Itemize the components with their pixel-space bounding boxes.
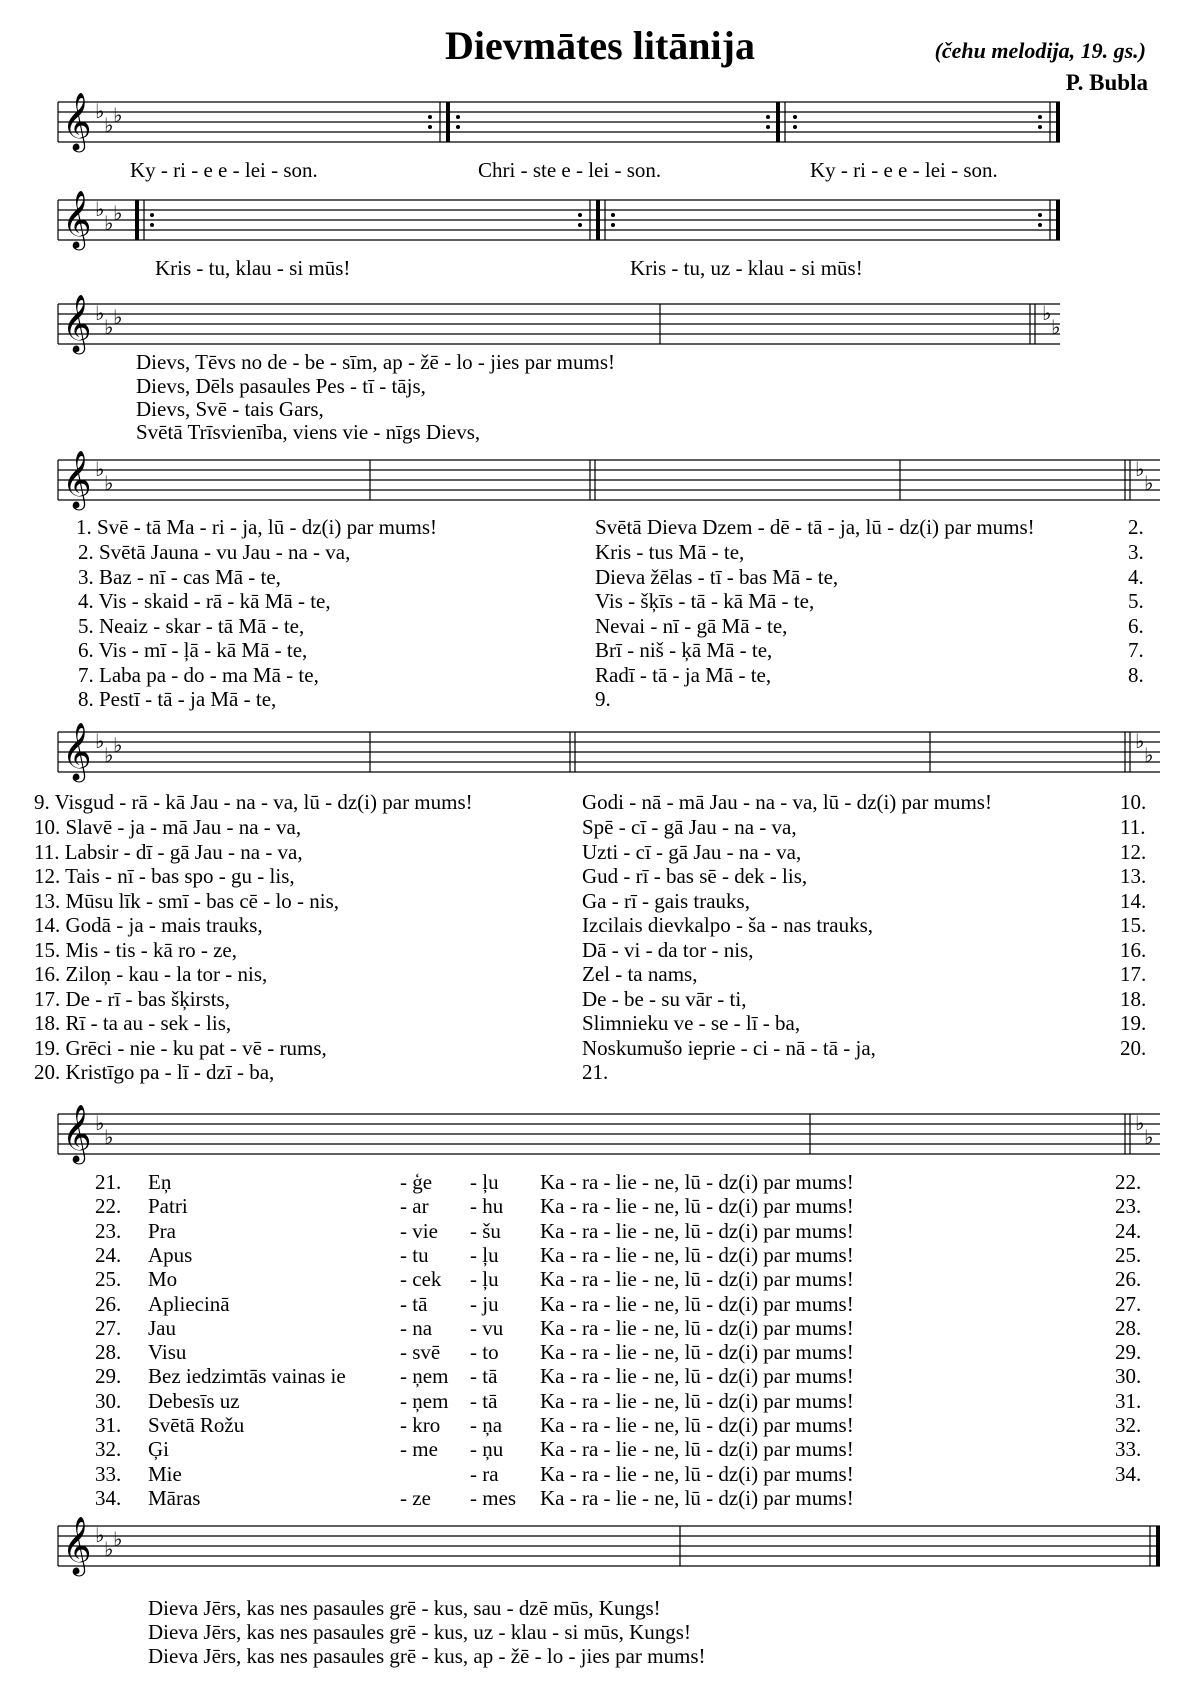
verse-refrain: Ka - ra - lie - ne, lū - dz(i) par mums!: [540, 1461, 854, 1486]
verse-syllable: - na: [400, 1315, 433, 1340]
verse-number: 17.: [1120, 962, 1147, 986]
verse-number: 13.: [1120, 864, 1147, 888]
verse-left: 14. Godā - ja - mais trauks,: [34, 913, 263, 937]
verse-word: Bez iedzimtās vainas ie: [148, 1364, 346, 1389]
lyric-s2-header-left: 9. Visgud - rā - kā Jau - na - va, lū - dz(i) par mums!: [34, 790, 473, 814]
verse-left: 11. Labsir - dī - gā Jau - na - va,: [34, 839, 303, 864]
verse-syllable: - vie: [400, 1218, 438, 1243]
verse-refrain: Ka - ra - lie - ne, lū - dz(i) par mums!: [540, 1218, 854, 1243]
verse-number: 7.: [1128, 638, 1144, 662]
verse-syllable: - ļu: [470, 1170, 499, 1194]
verse-syllable: - ņem: [400, 1388, 449, 1413]
verse-refrain: Ka - ra - lie - ne, lū - dz(i) par mums!: [540, 1315, 854, 1340]
svg-text:♭: ♭: [95, 1523, 105, 1547]
verse-number: 29.: [95, 1364, 122, 1389]
verse-number: 34.: [1115, 1461, 1142, 1486]
verse-left: 19. Grēci - nie - ku pat - vē - rums,: [34, 1035, 327, 1060]
verse-syllable: - tu: [400, 1242, 429, 1267]
verse-number: 28.: [1115, 1315, 1142, 1340]
svg-text:♭: ♭: [104, 471, 114, 495]
staff-kristu: [0, 186, 1200, 256]
svg-text:𝄞: 𝄞: [62, 722, 92, 780]
verse-left: 2. Svētā Jauna - vu Jau - na - va,: [78, 540, 351, 564]
lyric-christe: Chri - ste e - lei - son.: [478, 158, 662, 182]
verse-right: Zel - ta nams,: [582, 962, 698, 986]
verse-right: Brī - niš - ķā Mā - te,: [595, 638, 773, 662]
verse-syllable: - mes: [470, 1485, 517, 1510]
verse-left: 3. Baz - nī - cas Mā - te,: [78, 564, 281, 589]
verse-right: Noskumušo ieprie - ci - nā - tā - ja,: [582, 1035, 876, 1060]
verse-right: Radī - tā - ja Mā - te,: [595, 662, 772, 687]
verse-number: 19.: [1120, 1011, 1147, 1035]
verse-number: 21.: [95, 1170, 122, 1194]
svg-text:♭: ♭: [113, 201, 123, 225]
verse-number: 28.: [95, 1340, 122, 1365]
svg-text:𝄞: 𝄞: [62, 190, 92, 248]
svg-text:♭: ♭: [104, 743, 114, 767]
verse-number: 14.: [1120, 888, 1147, 913]
staff-section-3: [0, 1100, 1200, 1175]
verse-number: 29.: [1115, 1340, 1142, 1365]
verse-left: 7. Laba pa - do - ma Mā - te,: [78, 662, 319, 687]
verse-number: 11.: [1120, 815, 1146, 839]
verse-left: 5. Neaiz - skar - tā Mā - te,: [78, 613, 305, 638]
verse-number: 22.: [1115, 1170, 1142, 1194]
verse-left: 6. Vis - mī - ļā - kā Mā - te,: [78, 638, 308, 662]
verse-word: Patri: [148, 1194, 188, 1219]
composer: P. Bubla: [1065, 70, 1148, 95]
verse-word: Ģi: [148, 1437, 169, 1462]
verse-syllable: - ņem: [400, 1364, 449, 1389]
svg-text:𝄞: 𝄞: [62, 1516, 92, 1574]
verse-word: Mo: [148, 1267, 178, 1292]
verse-number: 24.: [95, 1242, 122, 1267]
verse-number: 32.: [1115, 1413, 1142, 1437]
verse-word: Apliecinā: [148, 1291, 230, 1316]
verse-word: Pra: [148, 1218, 176, 1243]
svg-text:♭: ♭: [95, 1111, 105, 1135]
verse-syllable: - ņu: [470, 1437, 504, 1462]
verse-right: Izcilais dievkalpo - ša - nas trauks,: [582, 913, 873, 937]
verse-number: 27.: [1115, 1291, 1142, 1316]
lyric-invocation-1: Dievs, Tēvs no de - be - sīm, ap - žē - lo - jies par mums!: [136, 350, 615, 374]
svg-text:♭: ♭: [113, 103, 123, 127]
verse-number: 4.: [1128, 564, 1144, 589]
verse-refrain: Ka - ra - lie - ne, lū - dz(i) par mums!: [540, 1437, 854, 1462]
verse-refrain: Ka - ra - lie - ne, lū - dz(i) par mums!: [540, 1291, 854, 1316]
verse-number: 31.: [95, 1413, 122, 1437]
verse-right: 21.: [582, 1060, 609, 1084]
verse-number: 24.: [1115, 1218, 1142, 1243]
verse-word: Mie: [148, 1461, 182, 1486]
svg-text:♭: ♭: [1144, 743, 1154, 767]
verse-right: Nevai - nī - gā Mā - te,: [595, 613, 788, 638]
verse-word: Svētā Rožu: [148, 1413, 245, 1437]
verse-refrain: Ka - ra - lie - ne, lū - dz(i) par mums!: [540, 1388, 854, 1413]
verse-number: 23.: [1115, 1194, 1142, 1219]
verse-left: 13. Mūsu līk - smī - bas cē - lo - nis,: [34, 888, 340, 913]
svg-text:♭: ♭: [113, 305, 123, 329]
svg-text:♭: ♭: [1144, 1125, 1154, 1149]
verse-refrain: Ka - ra - lie - ne, lū - dz(i) par mums!: [540, 1340, 854, 1365]
verse-right: Kris - tus Mā - te,: [595, 540, 745, 564]
verse-refrain: Ka - ra - lie - ne, lū - dz(i) par mums!: [540, 1242, 854, 1267]
verse-number: 18.: [1120, 986, 1147, 1011]
lyric-s1-header-num: 2.: [1128, 515, 1144, 539]
svg-text:♭: ♭: [95, 457, 105, 481]
svg-text:♭: ♭: [113, 1527, 123, 1551]
staff-section-1: [0, 446, 1200, 516]
verse-left: 15. Mis - tis - kā ro - ze,: [34, 937, 237, 962]
verse-syllable: - vu: [470, 1315, 504, 1340]
verse-left: 18. Rī - ta au - sek - lis,: [34, 1011, 232, 1035]
lyric-kristu-1: Kris - tu, klau - si mūs!: [155, 256, 351, 280]
verse-left: 4. Vis - skaid - rā - kā Mā - te,: [78, 589, 331, 613]
verse-number: 30.: [95, 1388, 122, 1413]
lyric-kristu-2: Kris - tu, uz - klau - si mūs!: [630, 256, 863, 280]
verse-right: Ga - rī - gais trauks,: [582, 888, 750, 913]
lyric-s1-header-left: 1. Svē - tā Ma - ri - ja, lū - dz(i) par mums!: [76, 515, 437, 539]
svg-text:𝄞: 𝄞: [62, 450, 92, 508]
svg-text:♭: ♭: [1135, 457, 1145, 481]
svg-text:♭: ♭: [104, 1125, 114, 1149]
svg-text:♭: ♭: [95, 301, 105, 325]
melody-origin: (čehu melodija, 19. gs.): [934, 38, 1146, 63]
verse-word: Visu: [148, 1340, 187, 1365]
verse-number: 16.: [1120, 937, 1147, 962]
lyric-agnus-1: Dieva Jērs, kas nes pasaules grē - kus, sau - dzē mūs, Kungs!: [148, 1596, 661, 1620]
verse-right: Gud - rī - bas sē - dek - lis,: [582, 864, 808, 888]
verse-left: 16. Ziloņ - kau - la tor - nis,: [34, 962, 268, 986]
verse-syllable: - ņa: [470, 1413, 503, 1437]
verse-word: Jau: [148, 1315, 176, 1340]
verse-word: Debesīs uz: [148, 1388, 240, 1413]
verse-syllable: - cek: [400, 1267, 442, 1292]
staff-kyrie: [0, 88, 1200, 158]
verse-number: 6.: [1128, 613, 1144, 638]
page-title: Dievmātes litānija: [445, 23, 755, 68]
svg-text:♭: ♭: [95, 197, 105, 221]
verse-left: 10. Slavē - ja - mā Jau - na - va,: [34, 815, 302, 839]
verse-number: 23.: [95, 1218, 122, 1243]
verse-syllable: - ļu: [470, 1242, 499, 1267]
verse-syllable: - me: [400, 1437, 438, 1462]
verse-syllable: - šu: [470, 1218, 501, 1243]
verse-number: 33.: [95, 1461, 122, 1486]
verse-word: Eņ: [148, 1170, 172, 1194]
svg-text:♭: ♭: [104, 113, 114, 137]
verse-number: 30.: [1115, 1364, 1142, 1389]
verse-syllable: - hu: [470, 1194, 504, 1219]
staff-section-2: [0, 718, 1200, 793]
lyric-agnus-3: Dieva Jērs, kas nes pasaules grē - kus, ap - žē - lo - jies par mums!: [148, 1644, 706, 1668]
verse-syllable: - ju: [470, 1291, 499, 1316]
verse-syllable: - ģe: [400, 1170, 433, 1194]
verse-syllable: - tā: [470, 1364, 498, 1389]
verse-number: 25.: [1115, 1242, 1142, 1267]
verse-refrain: Ka - ra - lie - ne, lū - dz(i) par mums!: [540, 1267, 854, 1292]
verse-right: Dieva žēlas - tī - bas Mā - te,: [595, 564, 839, 589]
lyric-s2-header-right: Godi - nā - mā Jau - na - va, lū - dz(i) par mums!: [582, 790, 992, 814]
staff-invocations: [0, 280, 1200, 360]
treble-clef-icon: 𝄞: [62, 92, 92, 150]
svg-text:♭: ♭: [113, 733, 123, 757]
verse-number: 33.: [1115, 1437, 1142, 1462]
verse-number: 26.: [95, 1291, 122, 1316]
verse-word: Apus: [148, 1242, 193, 1267]
verse-number: 12.: [1120, 839, 1147, 864]
verse-syllable: - kro: [400, 1413, 441, 1437]
lyric-kyrie-2: Ky - ri - e e - lei - son.: [810, 158, 998, 182]
lyric-s1-header-right: Svētā Dieva Dzem - dē - tā - ja, lū - dz(i) par mums!: [595, 515, 1035, 539]
verse-syllable: - svē: [400, 1340, 441, 1365]
verse-left: 8. Pestī - tā - ja Mā - te,: [78, 687, 277, 711]
verse-syllable: - to: [470, 1340, 499, 1365]
verse-right: 9.: [595, 687, 611, 711]
verse-left: 12. Tais - nī - bas spo - gu - lis,: [34, 864, 295, 888]
verse-right: Uzti - cī - gā Jau - na - va,: [582, 839, 802, 864]
lyric-invocation-3: Dievs, Svē - tais Gars,: [136, 397, 324, 421]
lyric-s2-header-num: 10.: [1120, 790, 1147, 814]
verse-right: Vis - šķīs - tā - kā Mā - te,: [595, 589, 815, 613]
verse-refrain: Ka - ra - lie - ne, lū - dz(i) par mums!: [540, 1170, 854, 1194]
verse-refrain: Ka - ra - lie - ne, lū - dz(i) par mums!: [540, 1194, 854, 1219]
svg-text:♭: ♭: [95, 729, 105, 753]
svg-text:𝄞: 𝄞: [62, 294, 92, 352]
svg-text:♭: ♭: [95, 99, 105, 123]
verse-number: 25.: [95, 1267, 122, 1292]
svg-text:♭: ♭: [1135, 1111, 1145, 1135]
svg-text:♭: ♭: [1042, 301, 1052, 325]
verse-left: 20. Kristīgo pa - lī - dzī - ba,: [34, 1060, 275, 1084]
svg-text:♭: ♭: [1144, 471, 1154, 495]
lyric-agnus-2: Dieva Jērs, kas nes pasaules grē - kus, uz - klau - si mūs, Kungs!: [148, 1620, 691, 1644]
verse-syllable: - ļu: [470, 1267, 499, 1292]
svg-text:♭: ♭: [1051, 315, 1061, 339]
verse-right: Dā - vi - da tor - nis,: [582, 937, 754, 962]
svg-text:♭: ♭: [104, 1537, 114, 1561]
verse-syllable: - ar: [400, 1194, 429, 1219]
verse-right: Spē - cī - gā Jau - na - va,: [582, 815, 797, 839]
lyric-kyrie-1: Ky - ri - e e - lei - son.: [130, 158, 318, 182]
verse-refrain: Ka - ra - lie - ne, lū - dz(i) par mums!: [540, 1485, 854, 1510]
verse-number: 27.: [95, 1315, 122, 1340]
svg-text:♭: ♭: [104, 211, 114, 235]
verse-syllable: - tā: [400, 1291, 428, 1316]
lyric-invocation-2: Dievs, Dēls pasaules Pes - tī - tājs,: [136, 374, 426, 398]
verse-right: Slimnieku ve - se - lī - ba,: [582, 1011, 801, 1035]
verse-refrain: Ka - ra - lie - ne, lū - dz(i) par mums!: [540, 1364, 854, 1389]
verse-number: 3.: [1128, 540, 1144, 564]
verse-syllable: - tā: [470, 1388, 498, 1413]
verse-number: 15.: [1120, 913, 1147, 937]
verse-syllable: - ze: [400, 1485, 431, 1510]
lyric-invocation-4: Svētā Trīsvienība, viens vie - nīgs Dievs,: [136, 420, 481, 444]
verse-refrain: Ka - ra - lie - ne, lū - dz(i) par mums!: [540, 1413, 854, 1437]
verse-number: 32.: [95, 1437, 122, 1462]
verse-number: 26.: [1115, 1267, 1142, 1292]
verse-number: 20.: [1120, 1035, 1147, 1060]
verse-number: 5.: [1128, 589, 1144, 613]
verse-syllable: - ra: [470, 1461, 499, 1486]
verse-word: Māras: [148, 1485, 201, 1510]
svg-text:♭: ♭: [1135, 729, 1145, 753]
verse-right: De - be - su vār - ti,: [582, 986, 747, 1011]
verse-number: 34.: [95, 1485, 122, 1510]
svg-text:𝄞: 𝄞: [62, 1104, 92, 1162]
verse-left: 17. De - rī - bas šķirsts,: [34, 986, 230, 1011]
staff-agnus-dei: [0, 1512, 1200, 1587]
verse-number: 31.: [1115, 1388, 1142, 1413]
verse-number: 8.: [1128, 662, 1144, 687]
verse-number: 22.: [95, 1194, 122, 1219]
svg-text:♭: ♭: [104, 315, 114, 339]
